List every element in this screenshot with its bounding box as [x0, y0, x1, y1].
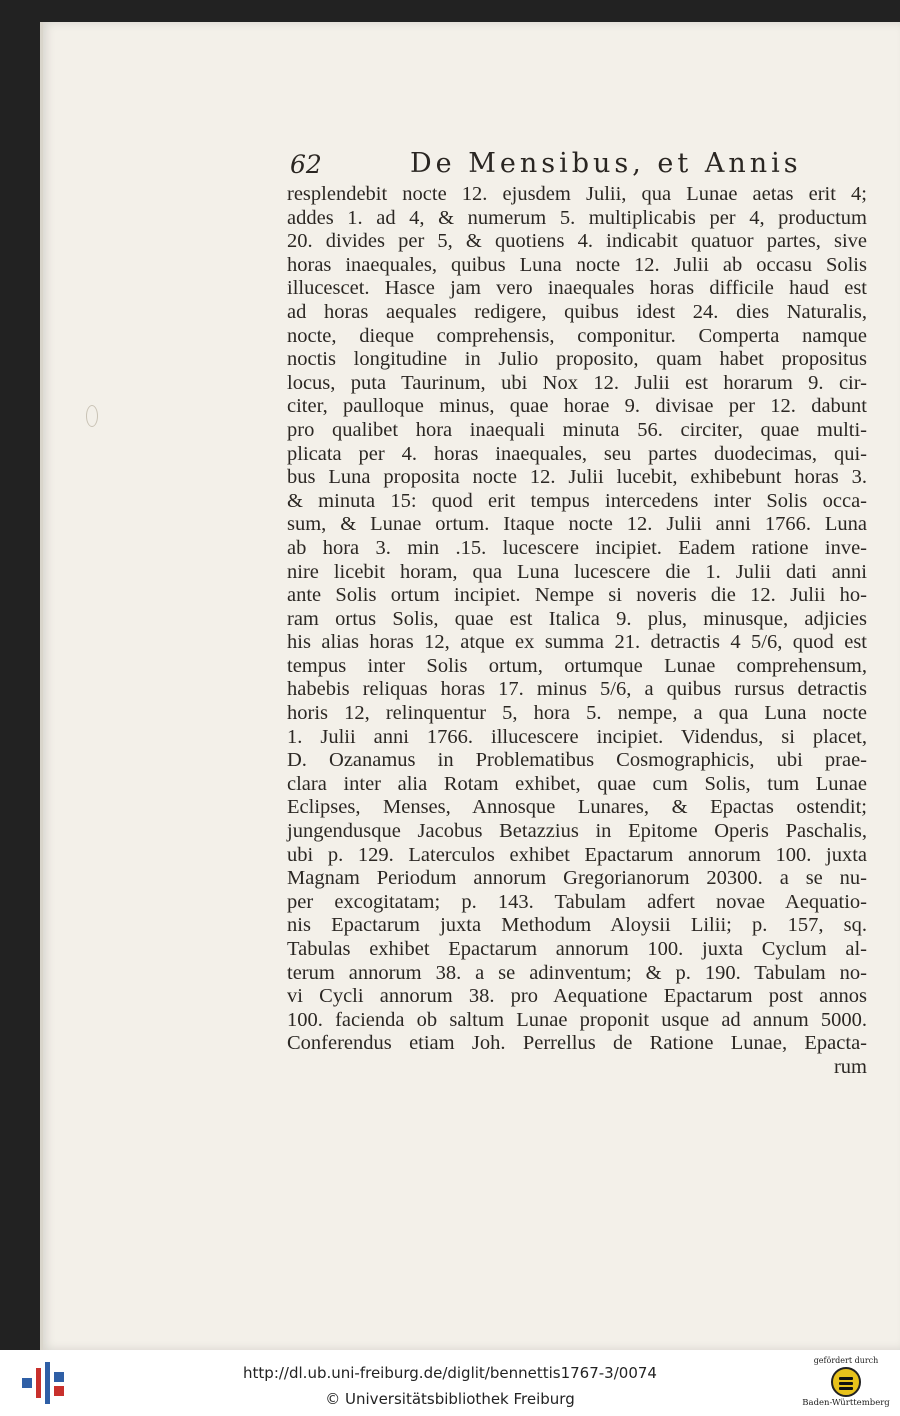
baden-wuerttemberg-crest-icon [831, 1367, 861, 1397]
text-line: per excogitatam; p. 143. Tabulam adfert novae Aequatio- [287, 890, 867, 913]
text-line: D. Ozanamus in Problematibus Cosmographicis, ubi prae- [287, 749, 867, 772]
text-line: pro qualibet hora inaequali minuta 56. circiter, quae multi- [287, 418, 867, 441]
text-line: bus Luna proposita nocte 12. Julii lucebit, exhibebunt horas 3. [287, 466, 867, 489]
text-line: locus, puta Taurinum, ubi Nox 12. Julii est horarum 9. cir- [287, 371, 867, 394]
running-title: De Mensibus, et Annis [410, 148, 802, 179]
text-line: vi Cycli annorum 38. pro Aequatione Epactarum post annos [287, 985, 867, 1008]
text-line: tempus inter Solis ortum, ortumque Lunae comprehensum, [287, 654, 867, 677]
text-line: ubi p. 129. Laterculos exhibet Epactarum annorum 100. juxta [287, 843, 867, 866]
page-number: 62 [290, 150, 322, 179]
copyright-notice: © Universitätsbibliothek Freiburg [325, 1390, 575, 1408]
viewer-footer [0, 1350, 900, 1416]
text-line: Eclipses, Menses, Annosque Lunares, & Epactas ostendit; [287, 796, 867, 819]
text-line: ram ortus Solis, quae est Italica 9. plus, minusque, adjicies [287, 607, 867, 630]
page-edge [40, 22, 43, 1350]
text-line: nis Epactarum juxta Methodum Aloysii Lilii; p. 157, sq. [287, 914, 867, 937]
text-line: resplendebit nocte 12. ejusdem Julii, qua Lunae aetas erit 4; [287, 183, 867, 205]
body-text [287, 183, 867, 1080]
sponsor-name: Baden-Württemberg [802, 1398, 890, 1408]
page-header [290, 148, 870, 184]
text-line: his alias horas 12, atque ex summa 21. detractis 4 5/6, quod est [287, 631, 867, 654]
text-line: citer, paulloque minus, quae horae 9. divisae per 12. dabunt [287, 395, 867, 418]
margin-smudge [86, 405, 98, 427]
text-line: ab hora 3. min .15. lucescere incipiet. Eadem ratione inve- [287, 536, 867, 559]
text-line: noctis longitudine in Julio proposito, quam habet propositus [287, 348, 867, 371]
text-line: habebis reliquas horas 17. minus 5/6, a quibus rursus detractis [287, 678, 867, 701]
text-line: 1. Julii anni 1766. illucescere incipiet. Videndus, si placet, [287, 725, 867, 748]
text-line: Tabulas exhibet Epactarum annorum 100. juxta Cyclum al- [287, 938, 867, 960]
text-line: ad horas aequales redigere, quibus idest 24. dies Naturalis, [287, 300, 867, 323]
text-line: Conferendus etiam Joh. Perrellus de Ratione Lunae, Epacta- [287, 1032, 867, 1055]
text-line: illucescet. Hasce jam vero inaequales horas difficile haud est [287, 277, 867, 300]
text-line: jungendusque Jacobus Betazzius in Epitome Operis Paschalis, [287, 820, 867, 843]
text-line: addes 1. ad 4, & numerum 5. multiplicabis per 4, productum [287, 206, 867, 229]
text-line: sum, & Lunae ortum. Itaque nocte 12. Julii anni 1766. Luna [287, 513, 867, 536]
text-line: ante Solis ortum incipiet. Nempe si noveris die 12. Julii ho- [287, 584, 867, 607]
text-line: nocte, dieque comprehensis, componitur. Comperta namque [287, 324, 867, 347]
text-line: Magnam Periodum annorum Gregorianorum 20300. a se nu- [287, 867, 867, 890]
sponsor-label: gefördert durch [813, 1356, 879, 1365]
text-line: clara inter alia Rotam exhibet, quae cum Solis, tum Lunae [287, 772, 867, 795]
text-line: horas inaequales, quibus Luna nocte 12. Julii ab occasu Solis [287, 253, 867, 276]
document-url-link[interactable]: http://dl.ub.uni-freiburg.de/diglit/bennettis1767-3/0074 [243, 1364, 657, 1382]
text-line: nire licebit horam, qua Luna lucescere die 1. Julii dati anni [287, 560, 867, 583]
text-line: horis 12, relinquentur 5, hora 5. nempe, a qua Luna nocte [287, 702, 867, 725]
catchword: rum [833, 1055, 867, 1078]
text-line: & minuta 15: quod erit tempus intercedens inter Solis occa- [287, 489, 867, 512]
text-line: terum annorum 38. a se adinventum; & p. 190. Tabulam no- [287, 961, 867, 984]
text-line: plicata per 4. horas inaequales, seu partes duodecimas, qui- [287, 442, 867, 465]
text-line: 20. divides per 5, & quotiens 4. indicabit quatuor partes, sive [287, 230, 867, 253]
sponsor-block [800, 1354, 892, 1414]
text-line: 100. facienda ob saltum Lunae proponit usque ad annum 5000. [287, 1008, 867, 1031]
